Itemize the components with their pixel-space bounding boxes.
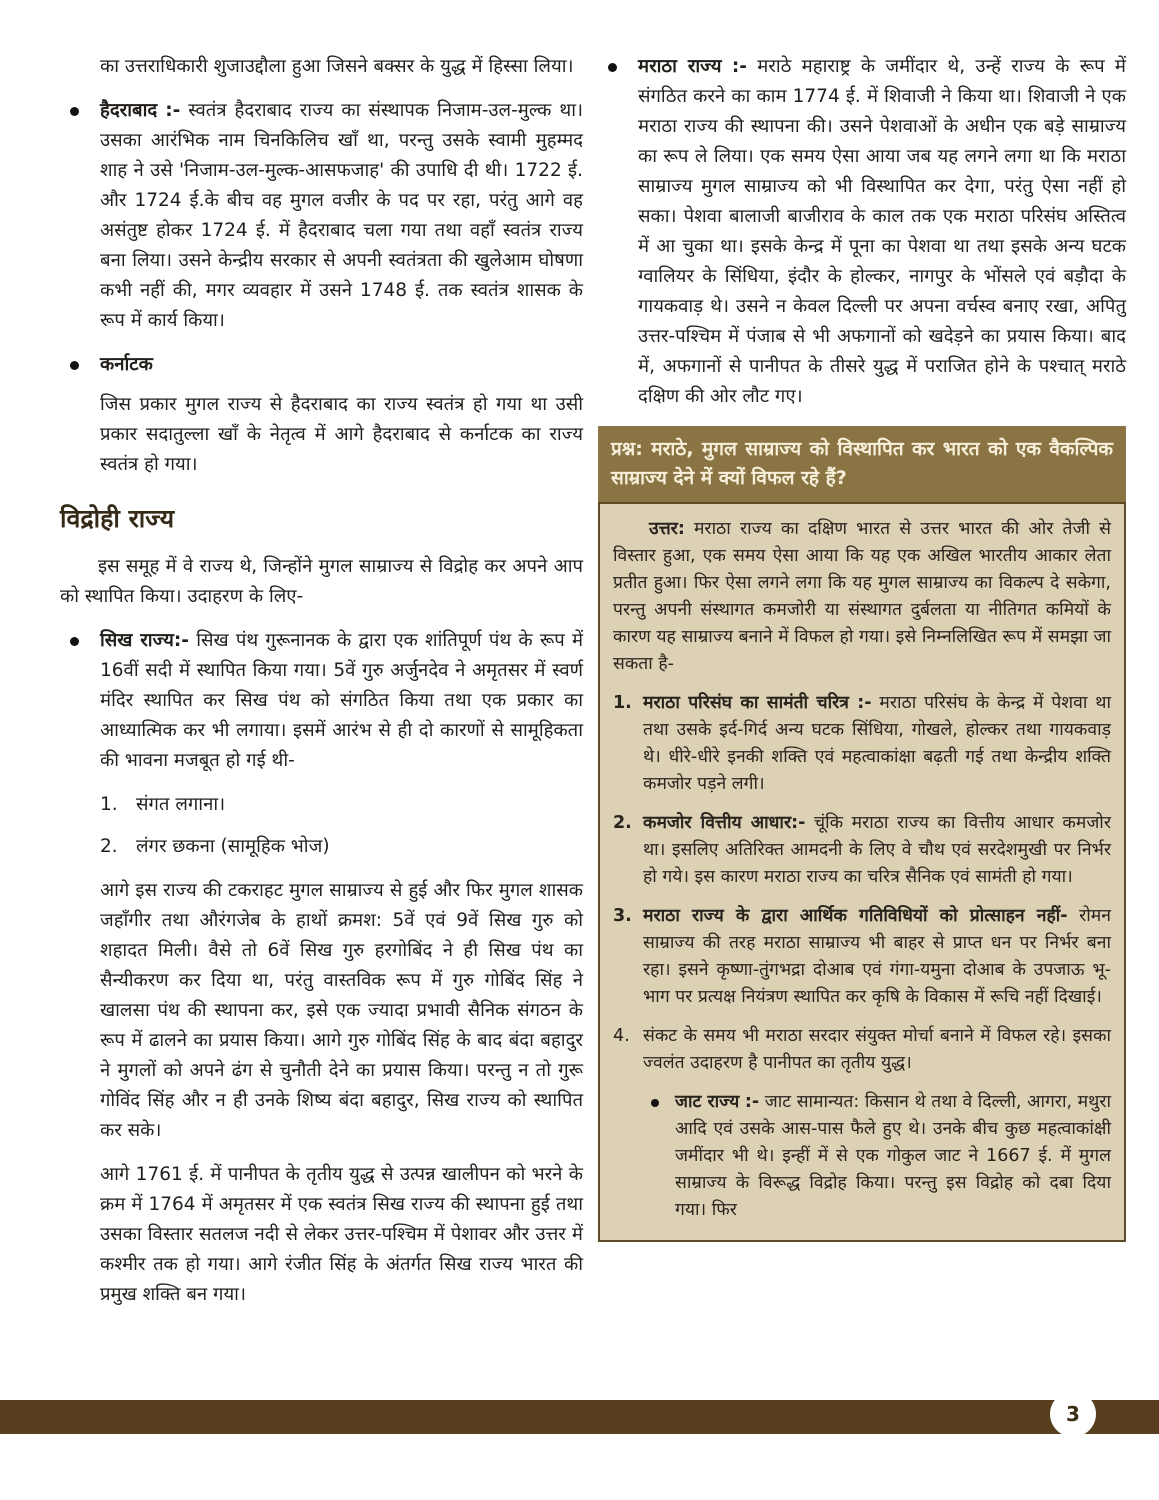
bullet-body-text: मराठे महाराष्ट्र के जमींदार थे, उन्हें राज्य के रूप में संगठित करने का काम 1774 ई. में शिवाजी ने किया था। शिवाजी ने एक मराठा राज्य की स्थापना की। उसने पेशवाओं के अधीन एक बड़े साम्राज्य का रूप ले लिया। एक समय ऐसा आया जब यह लगने लगा था कि मराठा साम्राज्य मुगल साम्राज्य को भी विस्थापित कर देगा, परंतु ऐसा नहीं हो सका। पेशवा बालाजी बाजीराव के काल तक एक मराठा परिसंघ अस्तित्व में आ चुका था। इसके केन्द्र में पूना का पेशवा था तथा इसके अन्य घटक ग्वालियर के सिंधिया, इंदौर के होल्कर, नागपुर के भोंसले एवं बड़ौदा के गायकवाड़ थे। उसने न केवल दिल्ली पर अपना वर्चस्व बनाए रखा, अपितु उत्तर-पश्चिम में पंजाब से भी अफगानों को खदेड़ने का प्रयास किया। बाद में, अफगानों से पानीपत के तीसरे युद्ध में पराजित होने के पश्चात् मराठे दक्षिण की ओर लौट गए। (638, 56, 1126, 407)
bullet-jat-state (643, 1089, 1111, 1224)
bullet-separator: :- (744, 1092, 760, 1112)
answer-intro-text: मराठा राज्य का दक्षिण भारत से उत्तर भारत की ओर तेजी से विस्तार हुआ, एक समय ऐसा आया कि यह एक अखिल भारतीय आकार लेता प्रतीत हुआ। फिर ऐसा लगने लगा कि यह मुगल साम्राज्य का विकल्प दे सकेगा, परन्तु अपनी संस्थागत कमजोरी या संस्थागत दुर्बलता या नीतिगत कमियों के कारण यह साम्राज्य बनाने में विफल हो गया। इसे निम्नलिखित रूप में समझा जा सकता है- (613, 519, 1111, 674)
bullet-title: कर्नाटक (100, 354, 153, 375)
bullet-body-text: स्वतंत्र हैदराबाद राज्य का संस्थापक निजाम-उल-मुल्क था। उसका आरंभिक नाम चिनकिलिच खाँ था, परन्तु उसके स्वामी मुहम्मद शाह ने उसे 'निजाम-उल-मुल्क-आसफजाह' की उपाधि दी थी। 1722 ई. और 1724 ई.के बीच वह मुगल वजीर के पद पर रहा, परंतु आगे वह असंतुष्ट होकर 1724 ई. में हैदराबाद चला गया तथा वहाँ स्वतंत्र राज्य बना लिया। उसने केन्द्रीय सरकार से अपनी स्वतंत्रता की खुलेआम घोषणा कभी नहीं की, मगर व्यवहार में उसने 1748 ई. तक स्वतंत्र शासक के रूप में कार्य किया। (100, 100, 583, 331)
list-item-text: लंगर छकना (सामूहिक भोज) (136, 836, 330, 857)
bullet-title: जाट राज्य (675, 1092, 740, 1112)
bullet-hyderabad (60, 96, 583, 336)
answer-point-number: 4. (613, 1026, 630, 1046)
bullet-icon (70, 637, 79, 646)
answer-point-lead: मराठा परिसंघ का सामंती चरित्र :- (643, 693, 872, 713)
bullet-karnataka (60, 350, 583, 480)
bullet-icon (651, 1099, 659, 1107)
continuation-paragraph: का उत्तराधिकारी शुजाउद्दौला हुआ जिसने बक्सर के युद्ध में हिस्सा लिया। (100, 56, 574, 77)
bullet-maratha-text (638, 52, 1126, 412)
bullet-title: सिख राज्य:- (100, 630, 189, 651)
answer-point (613, 690, 1111, 798)
bullet-title: मराठा राज्य (638, 56, 722, 77)
bullet-maratha (598, 52, 1126, 412)
bullet-body-text: जाट सामान्यत: किसान थे तथा वे दिल्ली, आगरा, मथुरा आदि एवं उसके आस-पास फैले हुए थे। उनके बीच कुछ महत्वाकांक्षी जमींदार भी थे। इन्हीं में से एक गोकुल जाट ने 1667 ई. में मुगल साम्राज्य के विरूद्ध विद्रोह किया। परन्तु इस विद्रोह को दबा दिया गया। फिर (675, 1092, 1111, 1220)
bullet-sikh-text (100, 626, 583, 776)
sikh-paragraph-2: आगे इस राज्य की टकराहट मुगल साम्राज्य से हुई और फिर मुगल शासक जहाँगीर तथा औरंगजेब के हाथों क्रमश: 5वें एवं 9वें सिख गुरु को शहादत मिली। वैसे तो 6वें सिख गुरु हरगोबिंद ने ही सिख पंथ का सैन्यीकरण कर दिया था, परंतु वास्तविक रूप में गुरु गोबिंद सिंह ने खालसा पंथ की स्थापना कर, इसे एक ज्यादा प्रभावी सैनिक संगठन के रूप में ढालने का प्रयास किया। आगे गुरु गोबिंद सिंह के बाद बंदा बहादुर ने मुगलों को अपने ढंग से चुनौती देने का प्रयास किया। परन्तु न तो गुरू गोविंद सिंह और न ही उनके शिष्य बंदा बहादुर, सिख राज्य को स्थापित कर सके। (100, 880, 583, 1141)
answer-point-text: मराठा परिसंघ के केन्द्र में पेशवा था तथा उसके इर्द-गिर्द अन्य घटक सिंधिया, गोखले, होल्कर तथा गायकवाड़ थे। धीरे-धीरे इनकी शक्ति एवं महत्वाकांक्षा बढ़ती गई तथा केन्द्रीय शक्ति कमजोर पड़ने लगी। (643, 693, 1111, 794)
list-item-text: संगत लगाना। (136, 794, 226, 815)
list-item (100, 832, 583, 862)
question-box (598, 426, 1126, 502)
question-answer-panel (598, 426, 1126, 1242)
question-label: प्रश्न: (611, 438, 643, 460)
left-column (60, 52, 583, 1324)
bullet-icon (608, 63, 617, 72)
bullet-sikh-state (60, 626, 583, 1310)
answer-point (613, 810, 1111, 891)
answer-point-lead: मराठा राज्य के द्वारा आर्थिक गतिविधियों को प्रोत्साहन नहीं- (643, 906, 1068, 926)
answer-point-text: रोमन साम्राज्य की तरह मराठा साम्राज्य भी बाहर से प्राप्त धन पर निर्भर बना रहा। इसने कृष्णा-तुंगभद्रा दोआब एवं गंगा-यमुना दोआब के उपजाऊ भू-भाग पर प्रत्यक्ष नियंत्रण स्थापित कर कृषि के विकास में रूचि नहीं दिखाई। (643, 906, 1111, 1007)
right-column (598, 52, 1126, 1242)
bullet-icon (70, 107, 79, 116)
answer-point-lead: कमजोर वित्तीय आधार:- (643, 813, 806, 833)
section-heading-rebel-states: विद्रोही राज्य (60, 504, 175, 533)
bullet-body-text: सिख पंथ गुरूनानक के द्वारा एक शांतिपूर्ण पंथ के रूप में 16वीं सदी में स्थापित किया गया। 5वें गुरु अर्जुनदेव ने अमृतसर में स्वर्ण मंदिर स्थापित कर सिख पंथ को संगठित किया तथा एक प्रकार का आध्यात्मिक कर भी लगाया। इसमें आरंभ से ही दो कारणों से सामूहिकता की भावना मजबूत हो गई थी- (100, 630, 584, 771)
brand-label: द स्टडी आईएएस (38, 5, 163, 29)
section-intro-paragraph: इस समूह में वे राज्य थे, जिन्होंने मुगल साम्राज्य से विद्रोह कर अपने आप को स्थापित किया। उदाहरण के लिए- (60, 556, 583, 607)
answer-point-text: चूंकि मराठा राज्य का वित्तीय आधार कमजोर था। इसलिए अतिरिक्त आमदनी के लिए वे चौथ एवं सरदेशमुखी पर निर्भर हो गये। इस कारण मराठा राज्य का चरित्र सैनिक एवं सामंती हो गया। (643, 813, 1111, 887)
answer-point-number: 1. (613, 693, 632, 713)
answer-label: उत्तर: (649, 519, 685, 539)
answer-intro-paragraph (613, 516, 1111, 678)
sikh-numbered-list (100, 790, 583, 862)
bullet-jat-text (675, 1089, 1111, 1224)
answer-point (613, 1023, 1111, 1077)
bullet-karnataka-text: जिस प्रकार मुगल राज्य से हैदराबाद का राज्य स्वतंत्र हो गया था उसी प्रकार सदातुल्ला खाँ के नेतृत्व में आगे हैदराबाद से कर्नाटक का राज्य स्वतंत्र हो गया। (100, 394, 583, 475)
answer-point (613, 903, 1111, 1011)
list-item (100, 790, 583, 820)
bullet-separator: :- (165, 100, 181, 121)
answer-point-number: 2. (613, 813, 632, 833)
answer-point-text: संकट के समय भी मराठा सरदार संयुक्त मोर्चा बनाने में विफल रहे। इसका ज्वलंत उदाहरण है पानीपत का तृतीय युद्ध। (643, 1026, 1111, 1073)
footer-bar (0, 1400, 1159, 1434)
question-text: मराठे, मुगल साम्राज्य को विस्थापित कर भारत को एक वैकल्पिक साम्राज्य देने में क्यों विफल रहे हैं? (611, 438, 1113, 489)
bullet-title: हैदराबाद (100, 100, 158, 121)
answer-point-number: 3. (613, 906, 632, 926)
list-item-number: 1. (100, 794, 118, 815)
page-number-badge: 3 (1050, 1391, 1096, 1437)
sikh-paragraph-3: आगे 1761 ई. में पानीपत के तृतीय युद्ध से उत्पन्न खालीपन को भरने के क्रम में 1764 में अमृतसर में एक स्वतंत्र सिख राज्य की स्थापना हुई तथा उसका विस्तार सतलज नदी से लेकर उत्तर-पश्चिम में पेशावर और उत्तर में कश्मीर तक हो गया। आगे रंजीत सिंह के अंतर्गत सिख राज्य भारत की प्रमुख शक्ति बन गया। (100, 1164, 583, 1305)
list-item-number: 2. (100, 836, 118, 857)
answer-box (598, 502, 1126, 1242)
bullet-icon (70, 361, 79, 370)
bullet-hyderabad-text (100, 96, 583, 336)
bullet-separator: :- (731, 56, 747, 77)
